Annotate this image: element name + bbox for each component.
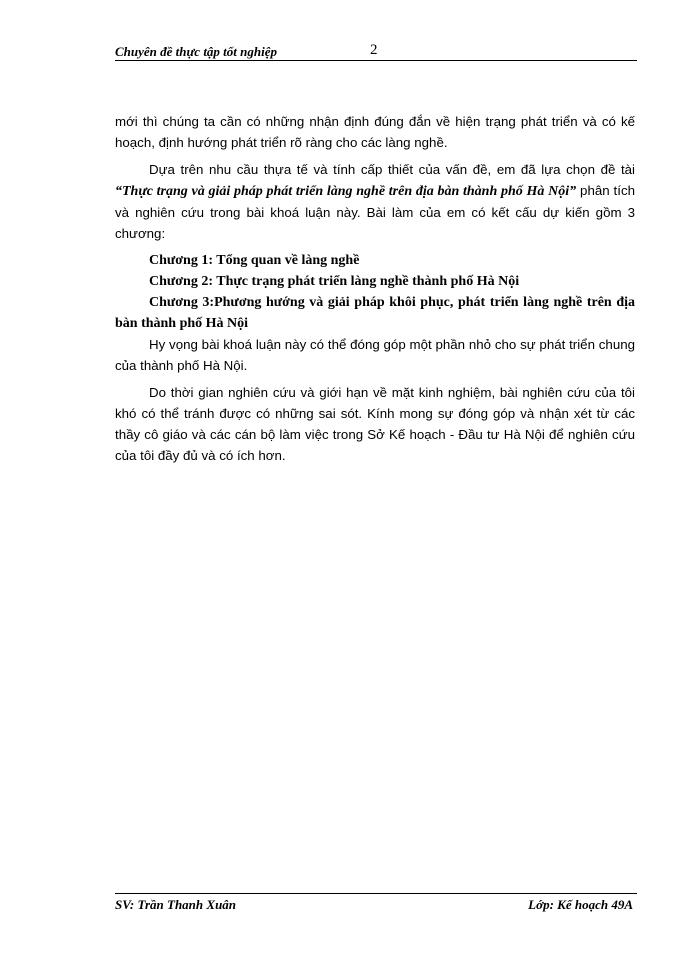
topic-title: “Thực trạng và giải pháp phát triển làng nghề trên địa bàn thành phố Hà Nội”: [115, 184, 577, 199]
chapter-2: Chương 2: Thực trạng phát triển làng nghề thành phố Hà Nội: [149, 274, 520, 289]
paragraph-continuation: mới thì chúng ta cần có những nhận định đúng đắn về hiện trạng phát triển và có kế hoạch, định hướng phát triển rõ ràng cho các làng nghề.: [115, 114, 635, 150]
chapter-1: Chương 1: Tổng quan về làng nghề: [149, 253, 360, 268]
paragraph-topic: [115, 159, 635, 244]
footer-class: Lớp: Kế hoạch 49A: [528, 897, 633, 912]
footer-rule: [115, 893, 637, 894]
page-number: 2: [370, 42, 378, 58]
document-body: [115, 111, 635, 472]
topic-outro: phân tích và nghiên cứu trong bài khoá luận này. Bài làm của em có kết cấu dự kiến gồm 3 chương:: [115, 183, 635, 241]
page-header: [115, 40, 635, 62]
topic-intro: Dựa trên nhu cầu thựa tế và tính cấp thiết của vấn đề, em đã lựa chọn đề tài: [149, 162, 635, 177]
paragraph-closing: Do thời gian nghiên cứu và giới hạn về mặt kinh nghiệm, bài nghiên cứu của tôi khó có thể tránh được có những sai sót. Kính mong sự đóng góp và nhận xét từ các thầy cô giáo và các cán bộ làm việc trong Sở Kế hoạch - Đầu tư Hà Nội để nghiên cứu của tôi đầy đủ và có ích hơn.: [115, 385, 635, 463]
chapter-3: Chương 3:Phương hướng và giải pháp khôi phục, phát triển làng nghề trên địa bàn thành phố Hà Nội: [115, 295, 635, 331]
header-rule: [115, 60, 637, 61]
header-title: Chuyên đề thực tập tốt nghiệp: [115, 44, 277, 59]
footer-student: SV: Trần Thanh Xuân: [115, 897, 237, 912]
paragraph-hope: Hy vọng bài khoá luận này có thể đóng góp một phần nhỏ cho sự phát triển chung của thành phố Hà Nội.: [115, 337, 635, 373]
